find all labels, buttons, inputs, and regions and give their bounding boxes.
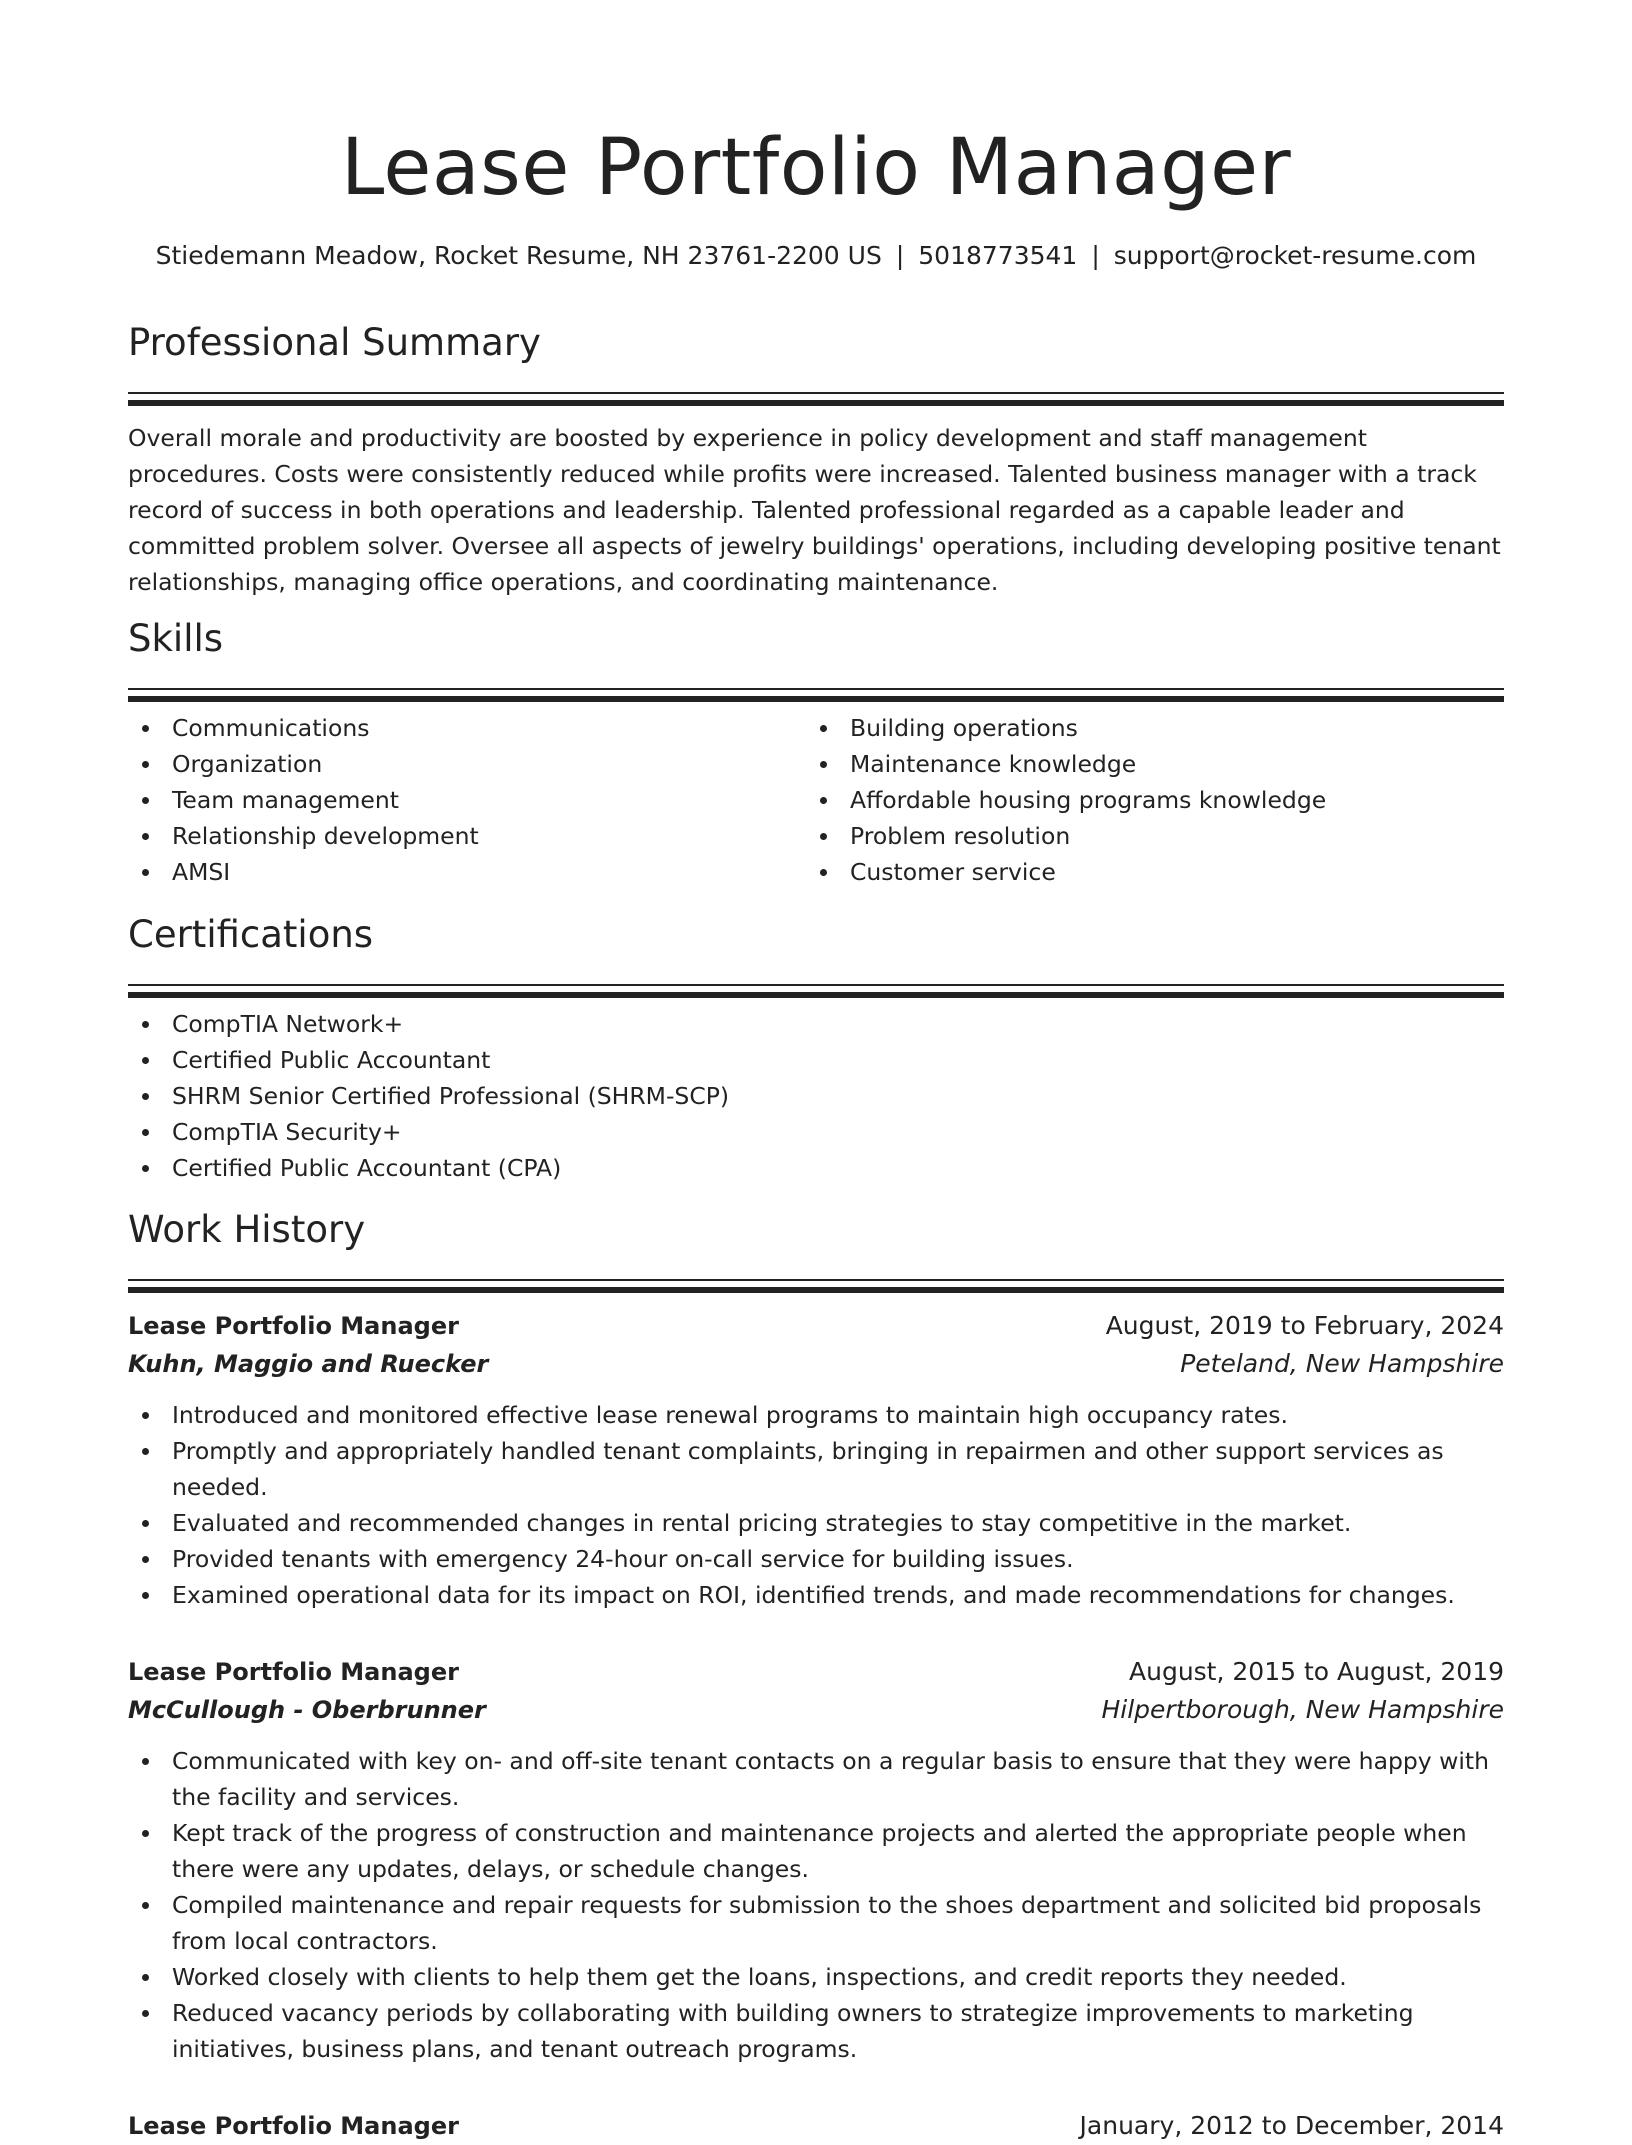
list-item: Kept track of the progress of construction and maintenance projects and alerted the appropriate people when there were any updates, delays, or schedule changes. [128,1815,1504,1887]
job-company: McCullough - Oberbrunner [128,1696,486,1724]
list-item: Compiled maintenance and repair requests for submission to the shoes department and solicited bid proposals from local contractors. [128,1887,1504,1959]
section-title-work-history: Work History [128,1208,366,1251]
list-item: Provided tenants with emergency 24-hour on-call service for building issues. [128,1541,1504,1577]
job-title: Lease Portfolio Manager [128,1312,459,1340]
list-item: CompTIA Security+ [128,1114,1504,1150]
skills-columns [128,702,1504,890]
job-bullets [128,1743,1504,2067]
job-dates: August, 2019 to February, 2024 [1105,1311,1504,1340]
list-item: Examined operational data for its impact on ROI, identified trends, and made recommendations for changes. [128,1577,1504,1613]
list-item: Introduced and monitored effective lease renewal programs to maintain high occupancy rates. [128,1397,1504,1433]
job-entry [128,1307,1504,1613]
contact-separator: | [1091,241,1100,270]
section-title-certifications: Certifications [128,913,374,956]
job-header [128,2107,1504,2145]
job-title: Lease Portfolio Manager [128,1658,459,1686]
list-item: AMSI [128,854,806,890]
list-item: Customer service [806,854,1484,890]
job-title: Lease Portfolio Manager [128,2112,459,2140]
section-title-skills: Skills [128,617,224,660]
list-item: Reduced vacancy periods by collaborating with building owners to strategize improvements to marketing initiatives, business plans, and tenant outreach programs. [128,1995,1504,2067]
job-bullets [128,1397,1504,1613]
section-divider [128,392,1504,406]
list-item: Relationship development [128,818,806,854]
skills-list-left [128,710,806,890]
list-item: Maintenance knowledge [806,746,1484,782]
list-item: Evaluated and recommended changes in rental pricing strategies to stay competitive in the market. [128,1505,1504,1541]
list-item: Worked closely with clients to help them get the loans, inspections, and credit reports they needed. [128,1959,1504,1995]
job-location: Hilpertborough, New Hampshire [1101,1695,1504,1724]
section-divider [128,984,1504,998]
section-title-summary: Professional Summary [128,321,541,364]
job-dates: January, 2012 to December, 2014 [1079,2111,1504,2140]
list-item: Promptly and appropriately handled tenant complaints, bringing in repairmen and other support services as needed. [128,1433,1504,1505]
contact-address: Stiedemann Meadow, Rocket Resume, NH 23761-2200 US [155,241,882,270]
contact-separator: | [895,241,905,270]
job-subheader [128,1345,1504,1383]
list-item: SHRM Senior Certified Professional (SHRM-SCP) [128,1078,1504,1114]
list-item: Building operations [806,710,1484,746]
job-dates: August, 2015 to August, 2019 [1129,1657,1504,1686]
skills-list-right [806,710,1484,890]
section-divider [128,1279,1504,1293]
contact-phone: 5018773541 [918,241,1078,270]
list-item: Organization [128,746,806,782]
job-header [128,1307,1504,1345]
list-item: Affordable housing programs knowledge [806,782,1484,818]
list-item: Certified Public Accountant [128,1042,1504,1078]
certifications-list [128,1006,1504,1186]
summary-text: Overall morale and productivity are boosted by experience in policy development and staff management procedures. Costs were consistently reduced while profits were increased. Talented business manager with a track record of success in both operations and leadership. Talented professional regarded as a capable leader and committed problem solver. Oversee all aspects of jewelry buildings' operations, including developing positive tenant relationships, managing office operations, and coordinating maintenance. [128,424,1501,596]
list-item: Problem resolution [806,818,1484,854]
section-divider [128,688,1504,702]
job-entry [128,2107,1504,2145]
summary-section [128,318,1504,600]
list-item: CompTIA Network+ [128,1006,1504,1042]
resume-name: Lease Portfolio Manager [340,123,1292,213]
contact-email: support@rocket-resume.com [1113,241,1477,270]
job-header [128,1653,1504,1691]
list-item: Communications [128,710,806,746]
job-entry [128,1653,1504,2067]
work-history-section [128,1205,1504,2145]
skills-section [128,614,1504,890]
list-item: Certified Public Accountant (CPA) [128,1150,1504,1186]
job-location: Peteland, New Hampshire [1180,1349,1504,1378]
job-subheader [128,1691,1504,1729]
certifications-section [128,910,1504,1186]
list-item: Communicated with key on- and off-site tenant contacts on a regular basis to ensure that they were happy with the facility and services. [128,1743,1504,1815]
contact-line [108,238,1524,274]
job-company: Kuhn, Maggio and Ruecker [128,1350,489,1378]
list-item: Team management [128,782,806,818]
